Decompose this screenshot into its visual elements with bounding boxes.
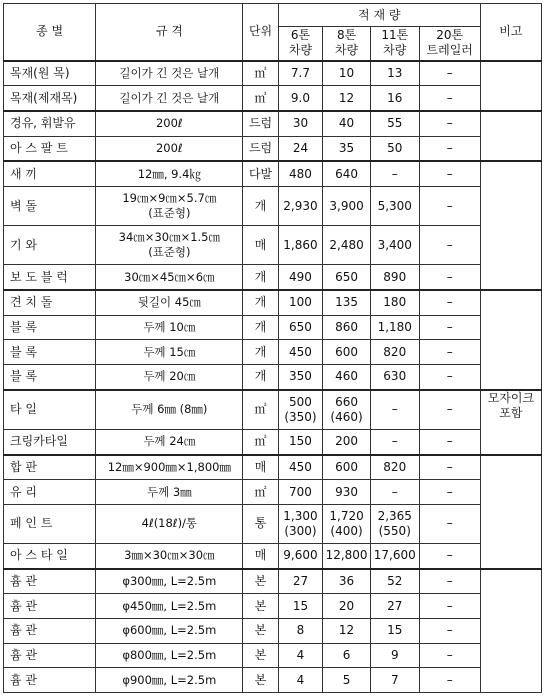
value-11t: – (370, 161, 419, 186)
item-name: 흄 관 (4, 619, 96, 644)
value-8t: 640 (323, 161, 371, 186)
value-6t: 24 (278, 136, 323, 161)
table-row (4, 455, 542, 480)
table-row (4, 594, 542, 619)
value-11t: 890 (370, 265, 419, 290)
item-name: 유 리 (4, 480, 96, 505)
item-name: 타 일 (4, 390, 96, 430)
item-spec: 12㎜×900㎜×1,800㎜ (96, 455, 243, 480)
value-8t: 12 (323, 86, 371, 111)
table-row (4, 86, 542, 111)
value-8t: 860 (323, 315, 371, 340)
header-truck-8t: 8톤 차량 (323, 27, 371, 61)
value-6t: 30 (278, 111, 323, 136)
value-6t: 15 (278, 594, 323, 619)
value-6t: 2,930 (278, 186, 323, 225)
value-11t: 27 (370, 594, 419, 619)
table-row (4, 226, 542, 265)
table-row (4, 340, 542, 365)
header-category: 종 별 (4, 4, 96, 61)
table-body (4, 61, 542, 693)
value-11t: 52 (370, 569, 419, 594)
header-spec: 규 격 (96, 4, 243, 61)
value-6t: 700 (278, 480, 323, 505)
value-20t: – (419, 504, 480, 543)
item-unit: ㎥ (243, 61, 278, 86)
value-11t: 1,180 (370, 315, 419, 340)
value-20t: – (419, 364, 480, 389)
item-unit: 본 (243, 619, 278, 644)
value-6t: 9,600 (278, 544, 323, 569)
value-11t: – (370, 390, 419, 430)
value-20t: – (419, 226, 480, 265)
item-spec: 200ℓ (96, 136, 243, 161)
table-row (4, 265, 542, 290)
value-11t: 7 (370, 668, 419, 693)
item-spec: φ900㎜, L=2.5m (96, 668, 243, 693)
value-11t: 9 (370, 643, 419, 668)
remark-cell (480, 61, 541, 111)
item-unit: 본 (243, 643, 278, 668)
value-8t: 12,800 (323, 544, 371, 569)
value-20t: – (419, 619, 480, 644)
value-11t: 50 (370, 136, 419, 161)
item-unit: 매 (243, 455, 278, 480)
table-row (4, 390, 542, 430)
value-8t: 650 (323, 265, 371, 290)
item-unit: 개 (243, 364, 278, 389)
value-6t: 8 (278, 619, 323, 644)
item-unit: 매 (243, 544, 278, 569)
table-row (4, 504, 542, 543)
item-name: 새 끼 (4, 161, 96, 186)
remark-cell (480, 111, 541, 161)
item-spec: 200ℓ (96, 111, 243, 136)
item-name: 흄 관 (4, 594, 96, 619)
remark-cell: 모자이크 포함 (480, 390, 541, 455)
item-unit: 통 (243, 504, 278, 543)
value-20t: – (419, 340, 480, 365)
header-remarks: 비고 (480, 4, 541, 61)
table-row (4, 480, 542, 505)
value-8t: 2,480 (323, 226, 371, 265)
item-unit: 개 (243, 265, 278, 290)
item-unit: ㎡ (243, 429, 278, 454)
value-6t: 490 (278, 265, 323, 290)
value-20t: – (419, 429, 480, 454)
item-name: 아 스 팔 트 (4, 136, 96, 161)
value-20t: – (419, 315, 480, 340)
table-row (4, 61, 542, 86)
value-6t: 1,860 (278, 226, 323, 265)
item-unit: 개 (243, 186, 278, 225)
value-11t: 5,300 (370, 186, 419, 225)
item-spec: 뒷길이 45㎝ (96, 290, 243, 315)
value-20t: – (419, 594, 480, 619)
item-spec: 12㎜, 9.4㎏ (96, 161, 243, 186)
item-spec: φ600㎜, L=2.5m (96, 619, 243, 644)
table-row (4, 136, 542, 161)
remark-cell (480, 569, 541, 693)
item-spec: 4ℓ(18ℓ)/통 (96, 504, 243, 543)
value-6t: 450 (278, 340, 323, 365)
item-name: 흄 관 (4, 668, 96, 693)
table-row (4, 643, 542, 668)
item-unit: 본 (243, 569, 278, 594)
value-20t: – (419, 569, 480, 594)
item-spec: φ800㎜, L=2.5m (96, 643, 243, 668)
item-spec: 두께 15㎝ (96, 340, 243, 365)
item-unit: 개 (243, 290, 278, 315)
value-8t: 1,720 (400) (323, 504, 371, 543)
item-spec: φ450㎜, L=2.5m (96, 594, 243, 619)
value-11t: 3,400 (370, 226, 419, 265)
value-8t: 460 (323, 364, 371, 389)
value-20t: – (419, 136, 480, 161)
header-trailer-20t: 20톤 트레일러 (419, 27, 480, 61)
table-row (4, 315, 542, 340)
item-unit: 매 (243, 226, 278, 265)
value-8t: 3,900 (323, 186, 371, 225)
value-6t: 500 (350) (278, 390, 323, 430)
item-spec: 19㎝×9㎝×5.7㎝ (표준형) (96, 186, 243, 225)
value-11t: 2,365 (550) (370, 504, 419, 543)
value-20t: – (419, 668, 480, 693)
value-11t: 55 (370, 111, 419, 136)
item-name: 경유, 휘발유 (4, 111, 96, 136)
table-row (4, 186, 542, 225)
value-6t: 4 (278, 643, 323, 668)
value-6t: 7.7 (278, 61, 323, 86)
value-8t: 40 (323, 111, 371, 136)
header-load-amount: 적 재 량 (278, 4, 480, 27)
item-name: 블 록 (4, 340, 96, 365)
item-name: 블 록 (4, 315, 96, 340)
value-20t: – (419, 186, 480, 225)
item-name: 아 스 타 일 (4, 544, 96, 569)
value-20t: – (419, 265, 480, 290)
table-row (4, 569, 542, 594)
remark-cell (480, 161, 541, 290)
value-20t: – (419, 455, 480, 480)
value-20t: – (419, 643, 480, 668)
item-spec: 두께 20㎝ (96, 364, 243, 389)
value-11t: 820 (370, 340, 419, 365)
table-row (4, 429, 542, 454)
value-8t: 12 (323, 619, 371, 644)
header-truck-6t: 6톤 차량 (278, 27, 323, 61)
value-11t: 13 (370, 61, 419, 86)
item-unit: 드럼 (243, 136, 278, 161)
value-11t: 16 (370, 86, 419, 111)
item-unit: 개 (243, 340, 278, 365)
item-unit: ㎡ (243, 390, 278, 430)
header-unit: 단위 (243, 4, 278, 61)
item-unit: 드럼 (243, 111, 278, 136)
item-spec: 길이가 긴 것은 날개 (96, 86, 243, 111)
item-spec: 30㎝×45㎝×6㎝ (96, 265, 243, 290)
item-spec: 두께 6㎜ (8㎜) (96, 390, 243, 430)
value-8t: 20 (323, 594, 371, 619)
item-name: 합 판 (4, 455, 96, 480)
item-name: 목재(원 목) (4, 61, 96, 86)
value-8t: 200 (323, 429, 371, 454)
item-spec: 길이가 긴 것은 날개 (96, 61, 243, 86)
item-name: 기 와 (4, 226, 96, 265)
header-truck-11t: 11톤 차량 (370, 27, 419, 61)
value-11t: – (370, 429, 419, 454)
value-11t: 180 (370, 290, 419, 315)
item-spec: φ300㎜, L=2.5m (96, 569, 243, 594)
item-spec: 34㎝×30㎝×1.5㎝ (표준형) (96, 226, 243, 265)
item-spec: 두께 24㎝ (96, 429, 243, 454)
table-row (4, 544, 542, 569)
value-8t: 660 (460) (323, 390, 371, 430)
item-name: 블 록 (4, 364, 96, 389)
item-unit: ㎥ (243, 86, 278, 111)
item-name: 보 도 블 럭 (4, 265, 96, 290)
value-11t: 820 (370, 455, 419, 480)
load-capacity-table (3, 3, 542, 693)
value-20t: – (419, 290, 480, 315)
item-name: 목재(제재목) (4, 86, 96, 111)
table-row (4, 111, 542, 136)
value-8t: 930 (323, 480, 371, 505)
value-6t: 27 (278, 569, 323, 594)
value-20t: – (419, 161, 480, 186)
item-unit: 본 (243, 594, 278, 619)
value-6t: 1,300 (300) (278, 504, 323, 543)
value-6t: 100 (278, 290, 323, 315)
value-8t: 6 (323, 643, 371, 668)
value-8t: 35 (323, 136, 371, 161)
value-11t: 630 (370, 364, 419, 389)
table-row (4, 364, 542, 389)
item-name: 흄 관 (4, 643, 96, 668)
value-8t: 600 (323, 455, 371, 480)
value-20t: – (419, 86, 480, 111)
value-20t: – (419, 111, 480, 136)
value-8t: 5 (323, 668, 371, 693)
remark-cell (480, 290, 541, 390)
table-row (4, 161, 542, 186)
value-20t: – (419, 61, 480, 86)
value-6t: 480 (278, 161, 323, 186)
table-row (4, 619, 542, 644)
value-11t: – (370, 480, 419, 505)
value-6t: 450 (278, 455, 323, 480)
item-spec: 두께 3㎜ (96, 480, 243, 505)
value-6t: 650 (278, 315, 323, 340)
item-unit: 다발 (243, 161, 278, 186)
value-6t: 350 (278, 364, 323, 389)
value-8t: 36 (323, 569, 371, 594)
remark-cell (480, 455, 541, 569)
item-unit: 개 (243, 315, 278, 340)
table-row (4, 668, 542, 693)
value-20t: – (419, 544, 480, 569)
value-8t: 600 (323, 340, 371, 365)
value-8t: 135 (323, 290, 371, 315)
value-6t: 9.0 (278, 86, 323, 111)
value-6t: 4 (278, 668, 323, 693)
item-unit: 본 (243, 668, 278, 693)
value-11t: 15 (370, 619, 419, 644)
item-unit: ㎡ (243, 480, 278, 505)
table-row (4, 290, 542, 315)
item-name: 흄 관 (4, 569, 96, 594)
value-6t: 150 (278, 429, 323, 454)
value-20t: – (419, 480, 480, 505)
value-11t: 17,600 (370, 544, 419, 569)
item-spec: 3㎜×30㎝×30㎝ (96, 544, 243, 569)
item-name: 견 치 돌 (4, 290, 96, 315)
item-name: 페 인 트 (4, 504, 96, 543)
item-name: 크링카타일 (4, 429, 96, 454)
item-spec: 두께 10㎝ (96, 315, 243, 340)
value-8t: 10 (323, 61, 371, 86)
value-20t: – (419, 390, 480, 430)
item-name: 벽 돌 (4, 186, 96, 225)
